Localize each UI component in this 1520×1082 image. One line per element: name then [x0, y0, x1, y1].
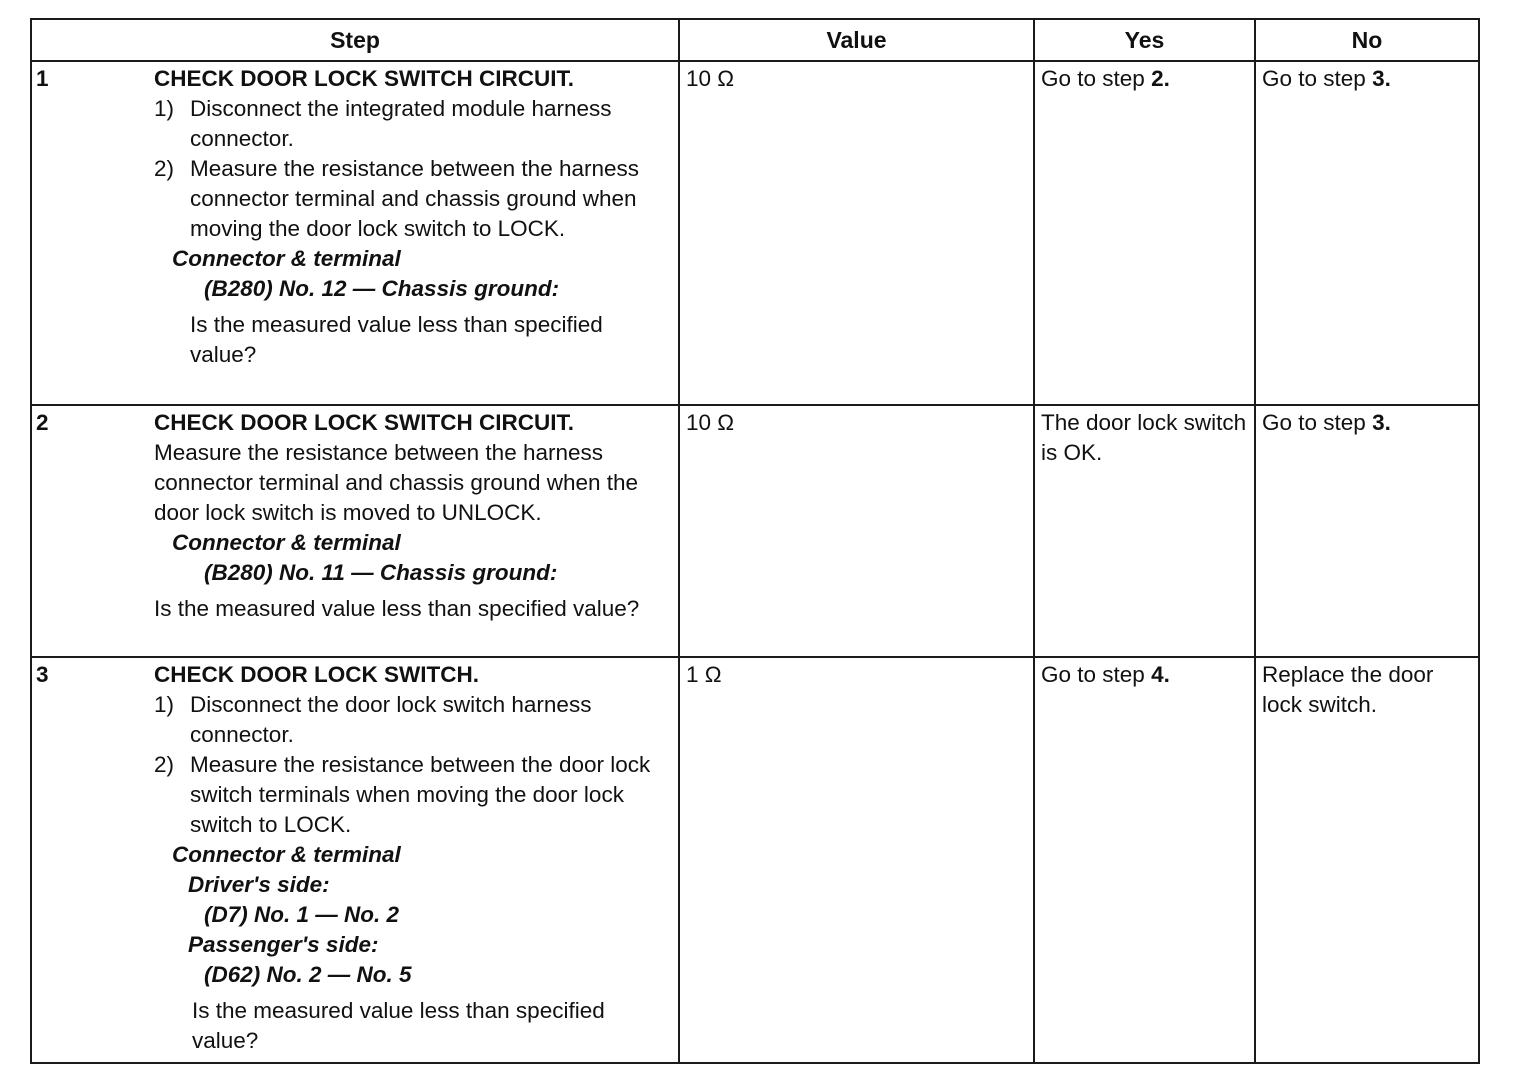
step-question: Is the measured value less than specified value? [192, 998, 605, 1053]
header-no: No [1255, 19, 1479, 61]
substep-number: 1) [154, 692, 175, 717]
header-row [31, 19, 1479, 61]
diagnostic-table [30, 18, 1480, 1064]
substep-number: 2) [154, 156, 175, 181]
yes-cell [1034, 61, 1255, 405]
step-title: CHECK DOOR LOCK SWITCH CIRCUIT. [154, 66, 574, 91]
substep [154, 94, 672, 154]
no-step: 3. [1372, 410, 1391, 435]
step-title: CHECK DOOR LOCK SWITCH. [154, 662, 479, 687]
yes-cell: The door lock switch is OK. [1034, 405, 1255, 657]
value-cell: 1 Ω [679, 657, 1034, 1063]
table-row [31, 61, 1479, 405]
step-cell [31, 405, 679, 657]
value-cell: 10 Ω [679, 61, 1034, 405]
yes-text: Go to step [1041, 66, 1152, 91]
connector-label: Connector & terminal [172, 530, 401, 555]
table-row [31, 405, 1479, 657]
substep-text: Disconnect the integrated module harness connector. [190, 96, 612, 151]
connector-label: Connector & terminal [172, 842, 401, 867]
yes-step: 4. [1151, 662, 1170, 687]
header-step: Step [31, 19, 679, 61]
no-cell [1255, 405, 1479, 657]
step-question: Is the measured value less than specified value? [190, 312, 603, 367]
passenger-side-label: Passenger's side: [188, 932, 379, 957]
no-step: 3. [1372, 66, 1391, 91]
substep-number: 1) [154, 96, 175, 121]
connector-spec: (B280) No. 11 — Chassis ground: [204, 560, 558, 585]
step-cell [31, 657, 679, 1063]
header-value: Value [679, 19, 1034, 61]
connector-spec: (B280) No. 12 — Chassis ground: [204, 276, 560, 301]
step-question: Is the measured value less than specified value? [154, 596, 640, 621]
no-text: Go to step [1262, 410, 1373, 435]
driver-side-label: Driver's side: [188, 872, 330, 897]
yes-text: Go to step [1041, 662, 1152, 687]
yes-cell [1034, 657, 1255, 1063]
value-cell: 10 Ω [679, 405, 1034, 657]
step-number: 3 [36, 662, 49, 687]
step-body: Measure the resistance between the harness connector terminal and chassis ground when the door lock switch is moved to UNLOCK. [154, 440, 639, 525]
substep-number: 2) [154, 752, 175, 777]
connector-label: Connector & terminal [172, 246, 401, 271]
no-cell [1255, 61, 1479, 405]
step-cell [31, 61, 679, 405]
substep [154, 154, 672, 244]
substep-text: Disconnect the door lock switch harness connector. [190, 692, 592, 747]
substep-text: Measure the resistance between the door lock switch terminals when moving the door lock switch to LOCK. [190, 752, 651, 837]
header-yes: Yes [1034, 19, 1255, 61]
substep-text: Measure the resistance between the harness connector terminal and chassis ground when moving the door lock switch to LOCK. [190, 156, 640, 241]
driver-side-spec: (D7) No. 1 — No. 2 [204, 902, 400, 927]
substep [154, 750, 672, 840]
yes-step: 2. [1151, 66, 1170, 91]
no-cell: Replace the door lock switch. [1255, 657, 1479, 1063]
table-row [31, 657, 1479, 1063]
passenger-side-spec: (D62) No. 2 — No. 5 [204, 962, 412, 987]
step-number: 2 [36, 410, 49, 435]
no-text: Go to step [1262, 66, 1373, 91]
step-title: CHECK DOOR LOCK SWITCH CIRCUIT. [154, 410, 574, 435]
substep [154, 690, 672, 750]
step-number: 1 [36, 66, 49, 91]
